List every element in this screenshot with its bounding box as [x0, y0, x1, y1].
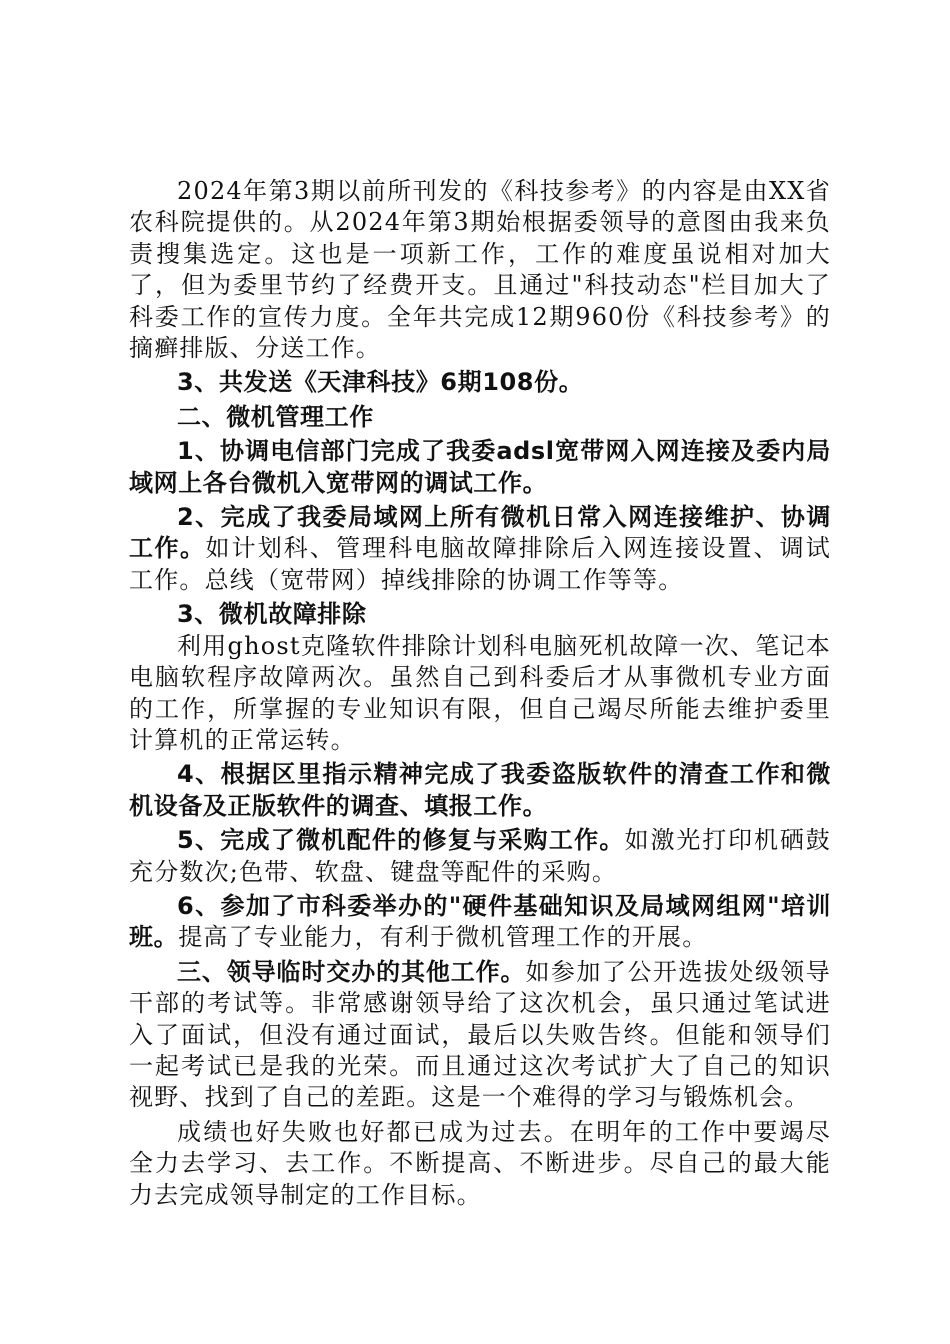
paragraph-text: 如激光打印机硒鼓充分数次;色带、软盘、键盘等配件的采购。	[129, 826, 832, 886]
paragraph-text: 提高了专业能力，有利于微机管理工作的开展。	[178, 923, 708, 952]
paragraph-conclusion	[129, 1117, 831, 1211]
section-heading-microcomputer-management	[129, 402, 831, 433]
paragraph-lead: 1、协调电信部门完成了我委adsl宽带网入网连接及委内局域网上各台微机入宽带网的调试工作。	[129, 437, 831, 497]
paragraph-other-tasks	[129, 957, 831, 1114]
paragraph-lead: 4、根据区里指示精神完成了我委盗版软件的清查工作和微机设备及正版软件的调查、填报工作。	[129, 760, 831, 820]
paragraph-lan-maintenance	[129, 502, 831, 596]
paragraph-lead: 6、参加了市科委举办的"硬件基础知识及局域网组网"培训班。	[129, 891, 831, 952]
paragraph-adsl-setup	[129, 436, 831, 499]
subheading: 3、微机故障排除	[177, 600, 367, 629]
paragraph-ghost-repair	[129, 631, 831, 757]
paragraph-text: 成绩也好失败也好都已成为过去。在明年的工作中要竭尽全力去学习、去工作。不断提高、不断进步。尽自己的最大能力去完成领导制定的工作目标。	[129, 1117, 831, 1209]
paragraph-lead: 3、共发送《天津科技》6期108份。	[177, 368, 584, 397]
paragraph-text: 如计划科、管理科电脑故障排除后入网连接设置、调试工作。总线（宽带网）掉线排除的协调工作等等。	[129, 534, 831, 594]
document-body	[129, 176, 831, 1211]
paragraph-keji-cankao	[129, 176, 831, 364]
paragraph-training	[129, 891, 831, 954]
subheading-troubleshooting	[129, 599, 831, 630]
paragraph-parts-procurement	[129, 825, 831, 888]
paragraph-tianjin-keji	[129, 367, 831, 398]
section-heading: 二、微机管理工作	[177, 402, 374, 431]
section-heading: 三、领导临时交办的其他工作。	[177, 957, 526, 986]
paragraph-software-audit	[129, 759, 831, 822]
paragraph-text: 2024年第3期以前所刊发的《科技参考》的内容是由XX省农科院提供的。从2024年第3期始根据委领导的意图由我来负责搜集选定。这也是一项新工作，工作的难度虽说相对加大了，但为委里节约了经费开支。且通过"科技动态"栏目加大了科委工作的宣传力度。全年共完成12期960份《科技参考》的摘癣排版、分送工作。	[129, 177, 831, 363]
paragraph-text: 利用ghost克隆软件排除计划科电脑死机故障一次、笔记本电脑软程序故障两次。虽然自己到科委后才从事微机专业方面的工作，所掌握的专业知识有限，但自己竭尽所能去维护委里计算机的正常运转。	[129, 631, 831, 754]
paragraph-text: 如参加了公开选拔处级领导干部的考试等。非常感谢领导给了这次机会，虽只通过笔试进入了面试，但没有通过面试，最后以失败告终。但能和领导们一起考试已是我的光荣。而且通过这次考试扩大了自己的知识视野、找到了自己的差距。这是一个难得的学习与锻炼机会。	[129, 957, 831, 1112]
paragraph-lead: 5、完成了微机配件的修复与采购工作。	[177, 826, 625, 855]
paragraph-lead: 2、完成了我委局域网上所有微机日常入网连接维护、协调工作。	[129, 503, 831, 563]
